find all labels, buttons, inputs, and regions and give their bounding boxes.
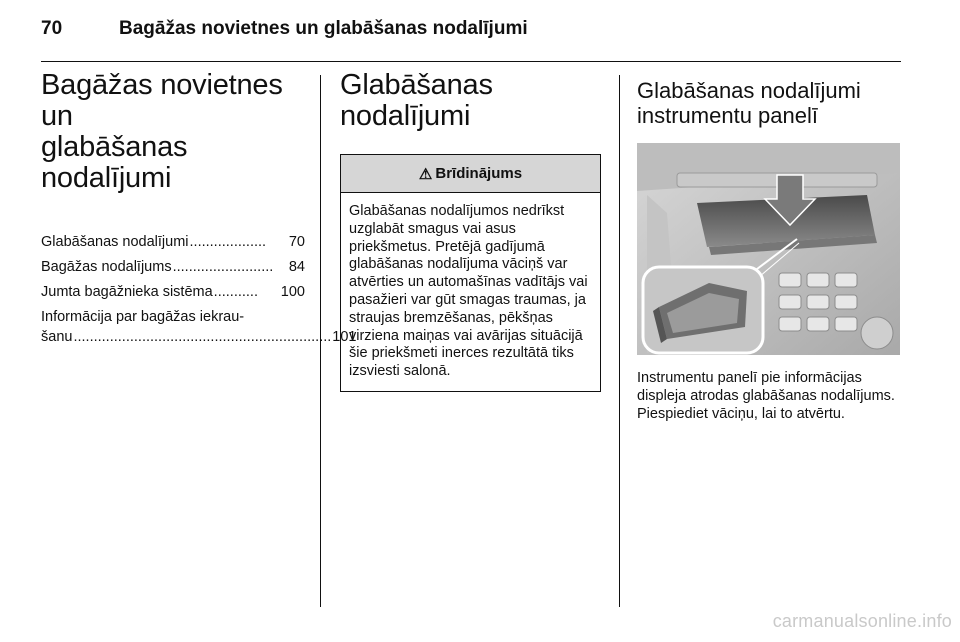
chapter-title <box>41 70 305 194</box>
toc-entry-title: Bagāžas nodalījums <box>41 259 172 275</box>
page-header <box>41 18 901 48</box>
body-text: Instrumentu panelī pie informācijas displeja atrodas glabāšanas nodalījums. Piespiediet vāciņu, lai to atvērtu. <box>637 370 895 422</box>
subsection-title-line2: instrumentu panelī <box>637 103 818 128</box>
instrument-panel-column <box>637 78 900 423</box>
header-rule <box>41 61 901 62</box>
toc-leader: ......................... <box>172 259 274 275</box>
storage-compartment-photo <box>637 143 900 355</box>
warning-header <box>341 155 600 193</box>
toc-leader: ................................................................ <box>73 329 332 345</box>
toc-entry-title: Informācija par bagāžas iekrau- <box>41 309 245 325</box>
page-number: 70 <box>41 18 63 39</box>
subsection-title <box>637 78 900 128</box>
warning-text: Glabāšanas nodalījumos nedrīkst uzglabāt smagus vai asus priekšmetus. Pretējā gadījumā glabāšanas nodalījuma vāciņš var atvērties un automašīnas vadītājs vai pasažieri var gūt smagas traumas, ja straujas bremzēšanas, pēkšņas virziena maiņas vai avārijas situācijā šie priekšmeti inerces rezultātā tiks izsviesti salonā. <box>349 203 588 380</box>
dashboard-illustration <box>637 143 900 355</box>
watermark: carmanualsonline.info <box>772 611 952 631</box>
warning-triangle-icon: ⚠ <box>418 165 433 183</box>
toc-entry-continuation <box>41 327 357 347</box>
chapter-title-line2: glabāšanas nodalījumi <box>41 131 188 194</box>
toc-entry-title: Glabāšanas nodalījumi <box>41 234 189 250</box>
storage-column <box>340 70 601 392</box>
section-title: Glabāšanas nodalījumi <box>340 69 493 132</box>
chapter-title-line1: Bagāžas novietnes un <box>41 69 283 132</box>
chapter-column <box>41 69 357 352</box>
running-title: Bagāžas novietnes un glabāšanas nodalījumi <box>119 18 528 39</box>
toc-entry[interactable] <box>41 232 305 252</box>
toc-entry-title: Jumta bagāžnieka sistēma <box>41 284 213 300</box>
toc-entry-page: 101 <box>332 329 357 345</box>
toc-entry-page: 100 <box>280 284 305 300</box>
column-divider-2 <box>619 75 620 607</box>
table-of-contents <box>41 232 357 347</box>
toc-leader: ................... <box>189 234 267 250</box>
subsection-title-line1: Glabāšanas nodalījumi <box>637 78 861 103</box>
toc-entry[interactable] <box>41 307 357 347</box>
warning-box <box>340 154 601 392</box>
toc-entry-title-cont: šanu <box>41 329 73 345</box>
warning-title: Brīdinājums <box>435 165 523 182</box>
toc-entry[interactable] <box>41 257 305 277</box>
toc-entry[interactable] <box>41 282 305 302</box>
toc-entry-page: 70 <box>288 234 305 250</box>
toc-leader: ........... <box>213 284 258 300</box>
toc-entry-page: 84 <box>288 259 305 275</box>
